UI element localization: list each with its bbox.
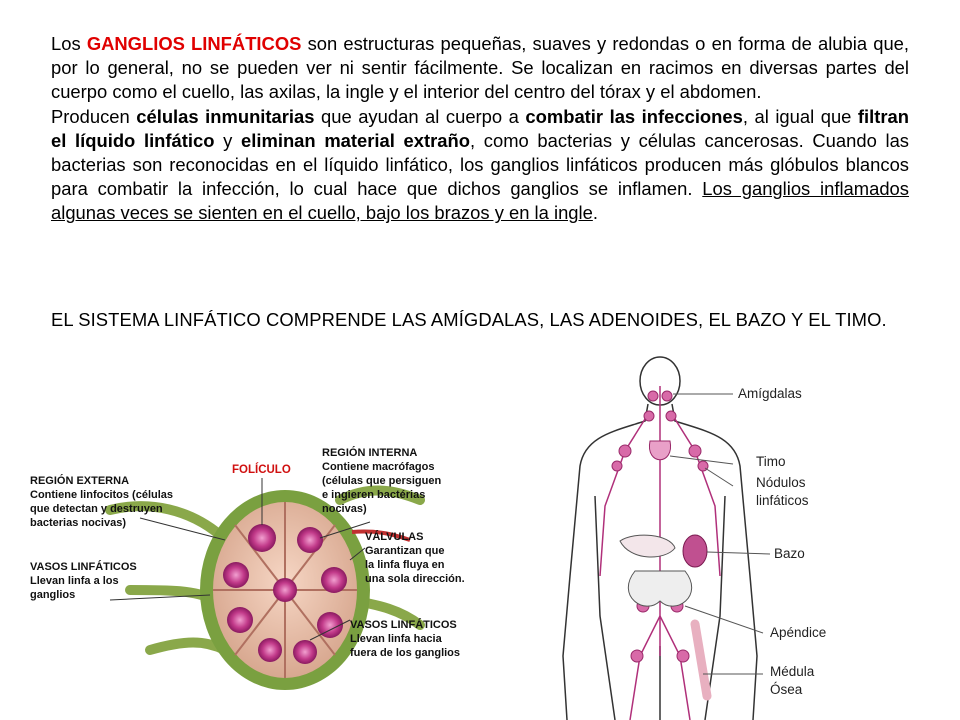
svg-text:Llevan linfa a los: Llevan linfa a los <box>30 575 119 587</box>
node-body <box>200 490 410 690</box>
svg-text:que detectan y destruyen: que detectan y destruyen <box>30 503 163 515</box>
label-thymus: Timo <box>756 454 786 469</box>
svg-text:una sola dirección.: una sola dirección. <box>365 573 465 585</box>
label-nodes <box>756 475 809 508</box>
svg-text:Nódulos: Nódulos <box>756 475 806 490</box>
label-internal <box>322 446 441 515</box>
svg-text:fuera de los ganglios: fuera de los ganglios <box>350 647 461 659</box>
svg-text:nocivas): nocivas) <box>322 503 367 515</box>
paragraph-function: Producen células inmunitarias que ayudan al cuerpo a combatir las infecciones, al igual que filtran el líquido linfático y eliminan material extraño, como bacterias y células cancerosas. Cuando las bacterias son reconocidas en el líquido linfático, los ganglios linfáticos producen más glóbulos blancos para combatir la infección, lo cual hace que dichos ganglios se inflamen. Los ganglios inflamados algunas veces se sienten en el cuello, bajo los brazos y en la ingle. <box>51 105 910 224</box>
svg-text:la linfa fluya en: la linfa fluya en <box>365 559 445 571</box>
label-vessels-in <box>30 560 137 601</box>
svg-text:VASOS LINFÁTICOS: VASOS LINFÁTICOS <box>30 561 137 573</box>
svg-text:Garantizan que: Garantizan que <box>365 545 445 557</box>
highlight-term: GANGLIOS LINFÁTICOS <box>86 33 302 54</box>
underlined-sentence: Los ganglios inflamados algunas veces se sienten en el cuello, bajo los brazos y en la ingle <box>51 178 909 224</box>
intestines <box>628 571 691 606</box>
svg-text:VASOS LINFÁTICOS: VASOS LINFÁTICOS <box>350 619 457 631</box>
svg-text:REGIÓN INTERNA: REGIÓN INTERNA <box>322 447 418 459</box>
label-marrow <box>770 664 815 697</box>
label-spleen: Bazo <box>774 546 805 561</box>
svg-text:Médula: Médula <box>770 664 815 679</box>
femur <box>695 624 707 696</box>
label-tonsils: Amígdalas <box>738 386 802 401</box>
section-heading: EL SISTEMA LINFÁTICO COMPRENDE LAS AMÍGDALAS, LAS ADENOIDES, EL BAZO Y EL TIMO. <box>51 309 887 330</box>
label-appendix: Apéndice <box>770 625 827 640</box>
label-valves <box>365 530 465 585</box>
svg-text:ganglios: ganglios <box>30 589 76 601</box>
liver <box>620 535 675 557</box>
lymphatic-body-diagram <box>545 356 860 720</box>
svg-text:bacterias nocivas): bacterias nocivas) <box>30 517 126 529</box>
paragraph-definition: Los GANGLIOS LINFÁTICOS son estructuras pequeñas, suaves y redondas o en forma de alubia que, por lo general, no se pueden ver ni sentir fácilmente. Se localizan en racimos en diversas partes del cuerpo como el cuello, las axilas, la ingle y el interior del centro del tórax y el abdomen. <box>51 33 910 103</box>
svg-text:REGIÓN EXTERNA: REGIÓN EXTERNA <box>30 475 130 487</box>
spleen <box>683 535 707 567</box>
lymph-node-diagram <box>0 440 500 720</box>
thymus <box>649 441 670 460</box>
label-vessels-out <box>350 618 460 659</box>
svg-text:VÁLVULAS: VÁLVULAS <box>365 531 424 543</box>
svg-text:Contiene macrófagos: Contiene macrófagos <box>322 461 435 473</box>
svg-text:Contiene linfocitos (células: Contiene linfocitos (células <box>30 489 174 501</box>
description-text <box>51 32 909 226</box>
svg-text:Ósea: Ósea <box>770 682 803 697</box>
svg-text:linfáticos: linfáticos <box>756 493 809 508</box>
svg-text:Llevan linfa hacia: Llevan linfa hacia <box>350 633 442 645</box>
svg-text:(células que persiguen: (células que persiguen <box>322 475 442 487</box>
svg-text:e ingieren bactérias: e ingieren bactérias <box>322 489 426 501</box>
label-folicle: FOLÍCULO <box>232 464 291 476</box>
